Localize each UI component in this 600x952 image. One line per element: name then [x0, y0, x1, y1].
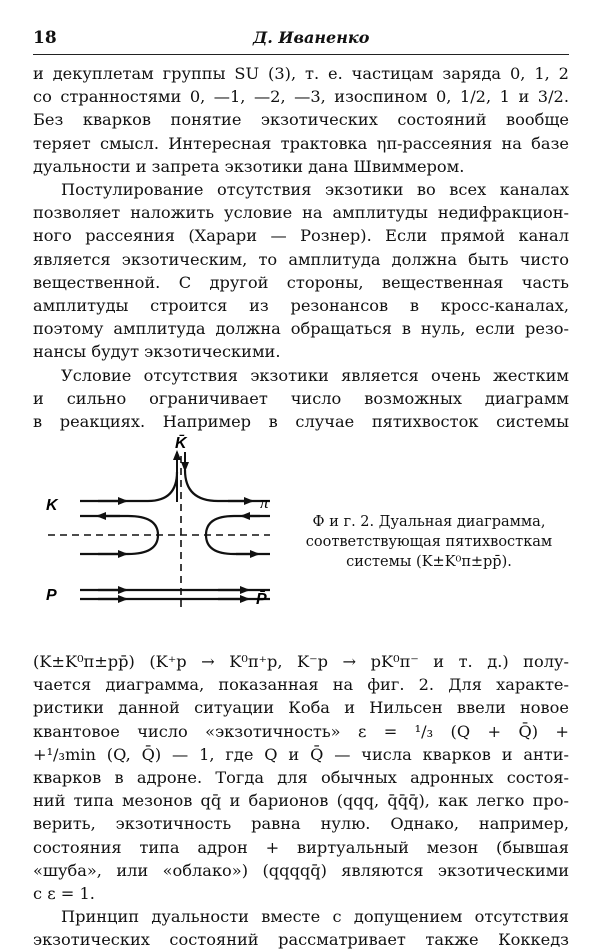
figure-caption — [289, 512, 569, 572]
text-line: нансы будут экзотическими. — [33, 342, 281, 362]
text-line: Постулирование отсутствия экзотики во всех каналах — [61, 180, 569, 200]
text-line: +¹/₃min (Q, Q̄) — 1, где Q и Q̄ — числа кварков и анти- — [33, 744, 569, 764]
label-kbar: K̄ — [175, 435, 187, 452]
text-line: Принцип дуальности вместе с допущением отсутствия — [61, 907, 569, 927]
text-line: является экзотическим, то амплитуда должна быть чисто — [33, 249, 569, 269]
body-text-top — [33, 62, 569, 433]
page-header — [33, 22, 569, 55]
text-line: кварков в адроне. Тогда для обычных адронных состоя- — [33, 768, 569, 788]
text-line: теряет смысл. Интересная трактовка ηπ-рассеяния на базе — [33, 133, 569, 153]
text-line: со странностями 0, —1, —2, —3, изоспином 0, 1/2, 1 и 3/2. — [33, 87, 569, 107]
k-to-kbar-line — [80, 472, 177, 501]
label-pi: π — [260, 493, 269, 512]
text-line: в реакциях. Например в случае пятихвосток системы — [33, 412, 569, 432]
text-line: квантовое число «экзотичность» ε = ¹/₃ (Q + Q̄) + — [33, 721, 569, 741]
text-line: позволяет наложить условие на амплитуды недифракцион- — [33, 203, 569, 223]
text-line: Без кварков понятие экзотических состояний вообще — [33, 110, 569, 130]
label-k: K — [46, 497, 58, 514]
text-line: Условие отсутствия экзотики является очень жестким — [61, 365, 569, 385]
body-text-bottom — [33, 650, 569, 952]
label-pbar: P̄ — [256, 591, 267, 608]
text-line: (K±K⁰π±pp̄) (K⁺p → K⁰π⁺p, K⁻p → pK⁰π⁻ и т. д.) полу- — [33, 652, 569, 671]
text-line: с ε = 1. — [33, 884, 95, 904]
running-head: Д. Иваненко — [253, 28, 370, 47]
text-line: верить, экзотичность равна нулю. Однако, например, — [33, 814, 569, 834]
text-line: амплитуды строится из резонансов в кросс-каналах, — [33, 296, 569, 316]
text-line: поэтому амплитуда должна обращаться в нуль, если резо- — [33, 319, 569, 339]
text-line: состояния типа адрон + виртуальный мезон (бывшая — [33, 837, 569, 857]
caption-line: системы (K±K⁰π±pp̄). — [346, 554, 512, 570]
text-line: вещественной. С другой стороны, вещественная часть — [33, 272, 569, 292]
caption-line: Ф и г. 2. Дуальная диаграмма, — [312, 514, 546, 530]
text-line: ний типа мезонов qq̄ и барионов (qqq, q̄q̄q̄), как легко про- — [33, 791, 569, 811]
right-u-turn-line — [206, 516, 270, 554]
text-line: дуальности и запрета экзотики дана Швиммером. — [33, 156, 465, 176]
text-line: экзотических состояний рассматривает также Коккедз — [33, 930, 569, 950]
dual-diagram — [38, 432, 278, 610]
text-line: чается диаграмма, показанная на фиг. 2. Для характе- — [33, 675, 569, 695]
text-line: ристики данной ситуации Коба и Нильсен ввели новое — [33, 698, 569, 718]
text-line: ного рассеяния (Харари — Рознер). Если прямой канал — [33, 226, 569, 246]
text-line: «шуба», или «облако») (qqqqq̄) являются экзотическими — [33, 860, 569, 880]
caption-line: соответствующая пятихвосткам — [305, 534, 553, 550]
page-number: 18 — [33, 28, 57, 48]
label-p: P — [46, 587, 57, 604]
book-page — [33, 22, 569, 950]
text-line: и декуплетам группы SU (3), т. е. частицам заряда 0, 1, 2 — [33, 64, 569, 83]
dual-diagram-figure — [38, 432, 278, 610]
text-line: и сильно ограничивает число возможных диаграмм — [33, 388, 569, 408]
kbar-to-pi-line — [185, 470, 270, 501]
